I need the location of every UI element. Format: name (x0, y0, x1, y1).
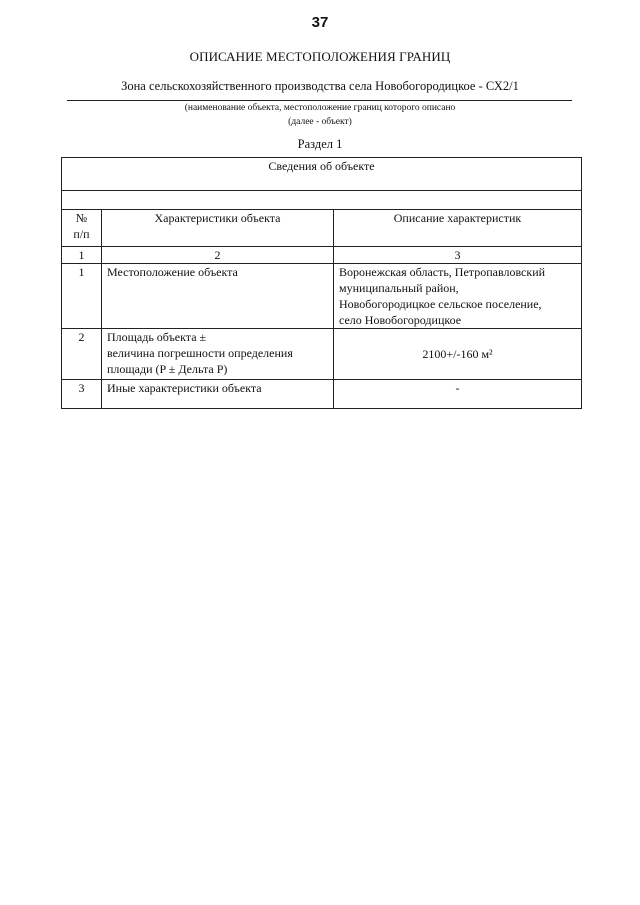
column-number-row (62, 247, 582, 264)
table-row (62, 264, 582, 329)
row-description: Воронежская область, Петропавловский муниципальный район, Новобогородицкое сельское поселение, село Новобогородицкое (334, 264, 582, 329)
row-description: 2100+/-160 м² (334, 329, 582, 380)
table-header: Сведения об объекте (62, 158, 582, 191)
column-header-row (62, 210, 582, 247)
row-description: - (334, 380, 582, 409)
table-spacer-row (62, 191, 582, 210)
table-header-row (62, 158, 582, 191)
column-number: 2 (102, 247, 334, 264)
row-number: 3 (62, 380, 102, 409)
document-title: ОПИСАНИЕ МЕСТОПОЛОЖЕНИЯ ГРАНИЦ (189, 49, 451, 64)
column-header-num: № п/п (62, 210, 102, 247)
table-row (62, 329, 582, 380)
object-info-table (61, 157, 582, 409)
column-header-characteristics: Характеристики объекта (102, 210, 334, 247)
column-number: 1 (62, 247, 102, 264)
row-number: 2 (62, 329, 102, 380)
zone-name-underline (67, 100, 572, 101)
table-spacer-cell (62, 191, 582, 210)
row-number: 1 (62, 264, 102, 329)
section-label: Раздел 1 (297, 137, 343, 151)
column-number: 3 (334, 247, 582, 264)
page-number: 37 (311, 14, 329, 31)
row-characteristic: Иные характеристики объекта (102, 380, 334, 409)
table-row (62, 380, 582, 409)
row-characteristic: Площадь объекта ± величина погрешности определения площади (P ± Дельта P) (102, 329, 334, 380)
column-header-description: Описание характеристик (334, 210, 582, 247)
object-caption-line-2: (далее - объект) (288, 117, 352, 127)
object-caption-line-1: (наименование объекта, местоположение границ которого описано (184, 103, 456, 113)
row-characteristic: Местоположение объекта (102, 264, 334, 329)
zone-name: Зона сельскохозяйственного производства села Новобогородицкое - СХ2/1 (121, 79, 519, 93)
